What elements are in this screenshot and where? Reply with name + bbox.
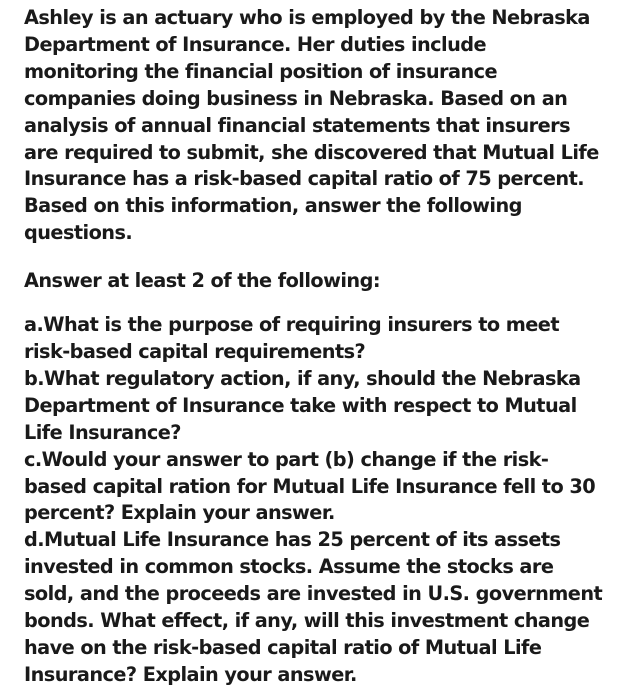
question-d-line: Insurance? Explain your answer. — [24, 662, 357, 686]
question-c-line: percent? Explain your answer. — [24, 501, 335, 525]
intro-line: Department of Insurance. Her duties include — [24, 32, 487, 56]
intro-paragraph — [24, 5, 604, 247]
intro-line: Based on this information, answer the following — [24, 194, 522, 218]
question-d-line: bonds. What effect, if any, will this investment change — [24, 609, 590, 633]
question-d-line: invested in common stocks. Assume the stocks are — [24, 555, 554, 579]
intro-line: companies doing business in Nebraska. Based on an — [24, 86, 568, 110]
question-b-line: Life Insurance? — [24, 420, 181, 444]
intro-line: Insurance has a risk-based capital ratio of 75 percent. — [24, 167, 585, 191]
intro-line: questions. — [24, 221, 133, 245]
intro-line: analysis of annual financial statements that insurers — [24, 113, 571, 137]
instruction-paragraph — [24, 268, 604, 295]
question-d-line: d.Mutual Life Insurance has 25 percent of its assets — [24, 528, 561, 552]
question-c-line: c.Would your answer to part (b) change if the risk- — [24, 447, 549, 471]
question-b-line: b.What regulatory action, if any, should the Nebraska — [24, 366, 581, 390]
question-d — [24, 527, 604, 688]
question-c-line: based capital ration for Mutual Life Insurance fell to 30 — [24, 474, 596, 498]
intro-line: Ashley is an actuary who is employed by the Nebraska — [24, 6, 590, 29]
question-b-line: Department of Insurance take with respect to Mutual — [24, 393, 577, 417]
question-b — [24, 366, 604, 447]
question-d-line: have on the risk-based capital ratio of Mutual Life — [24, 635, 542, 659]
intro-line: are required to submit, she discovered that Mutual Life — [24, 140, 599, 164]
intro-line: monitoring the financial position of insurance — [24, 59, 498, 83]
question-a-line: risk-based capital requirements? — [24, 339, 366, 363]
question-list — [24, 312, 604, 689]
paragraph-spacer — [24, 247, 604, 268]
paragraph-spacer — [24, 295, 604, 312]
question-c — [24, 447, 604, 528]
question-d-line: sold, and the proceeds are invested in U.S. government — [24, 582, 603, 606]
document-page — [24, 5, 604, 689]
question-a — [24, 312, 604, 366]
question-a-line: a.What is the purpose of requiring insurers to meet — [24, 313, 559, 337]
instruction-text: Answer at least 2 of the following: — [24, 269, 381, 293]
